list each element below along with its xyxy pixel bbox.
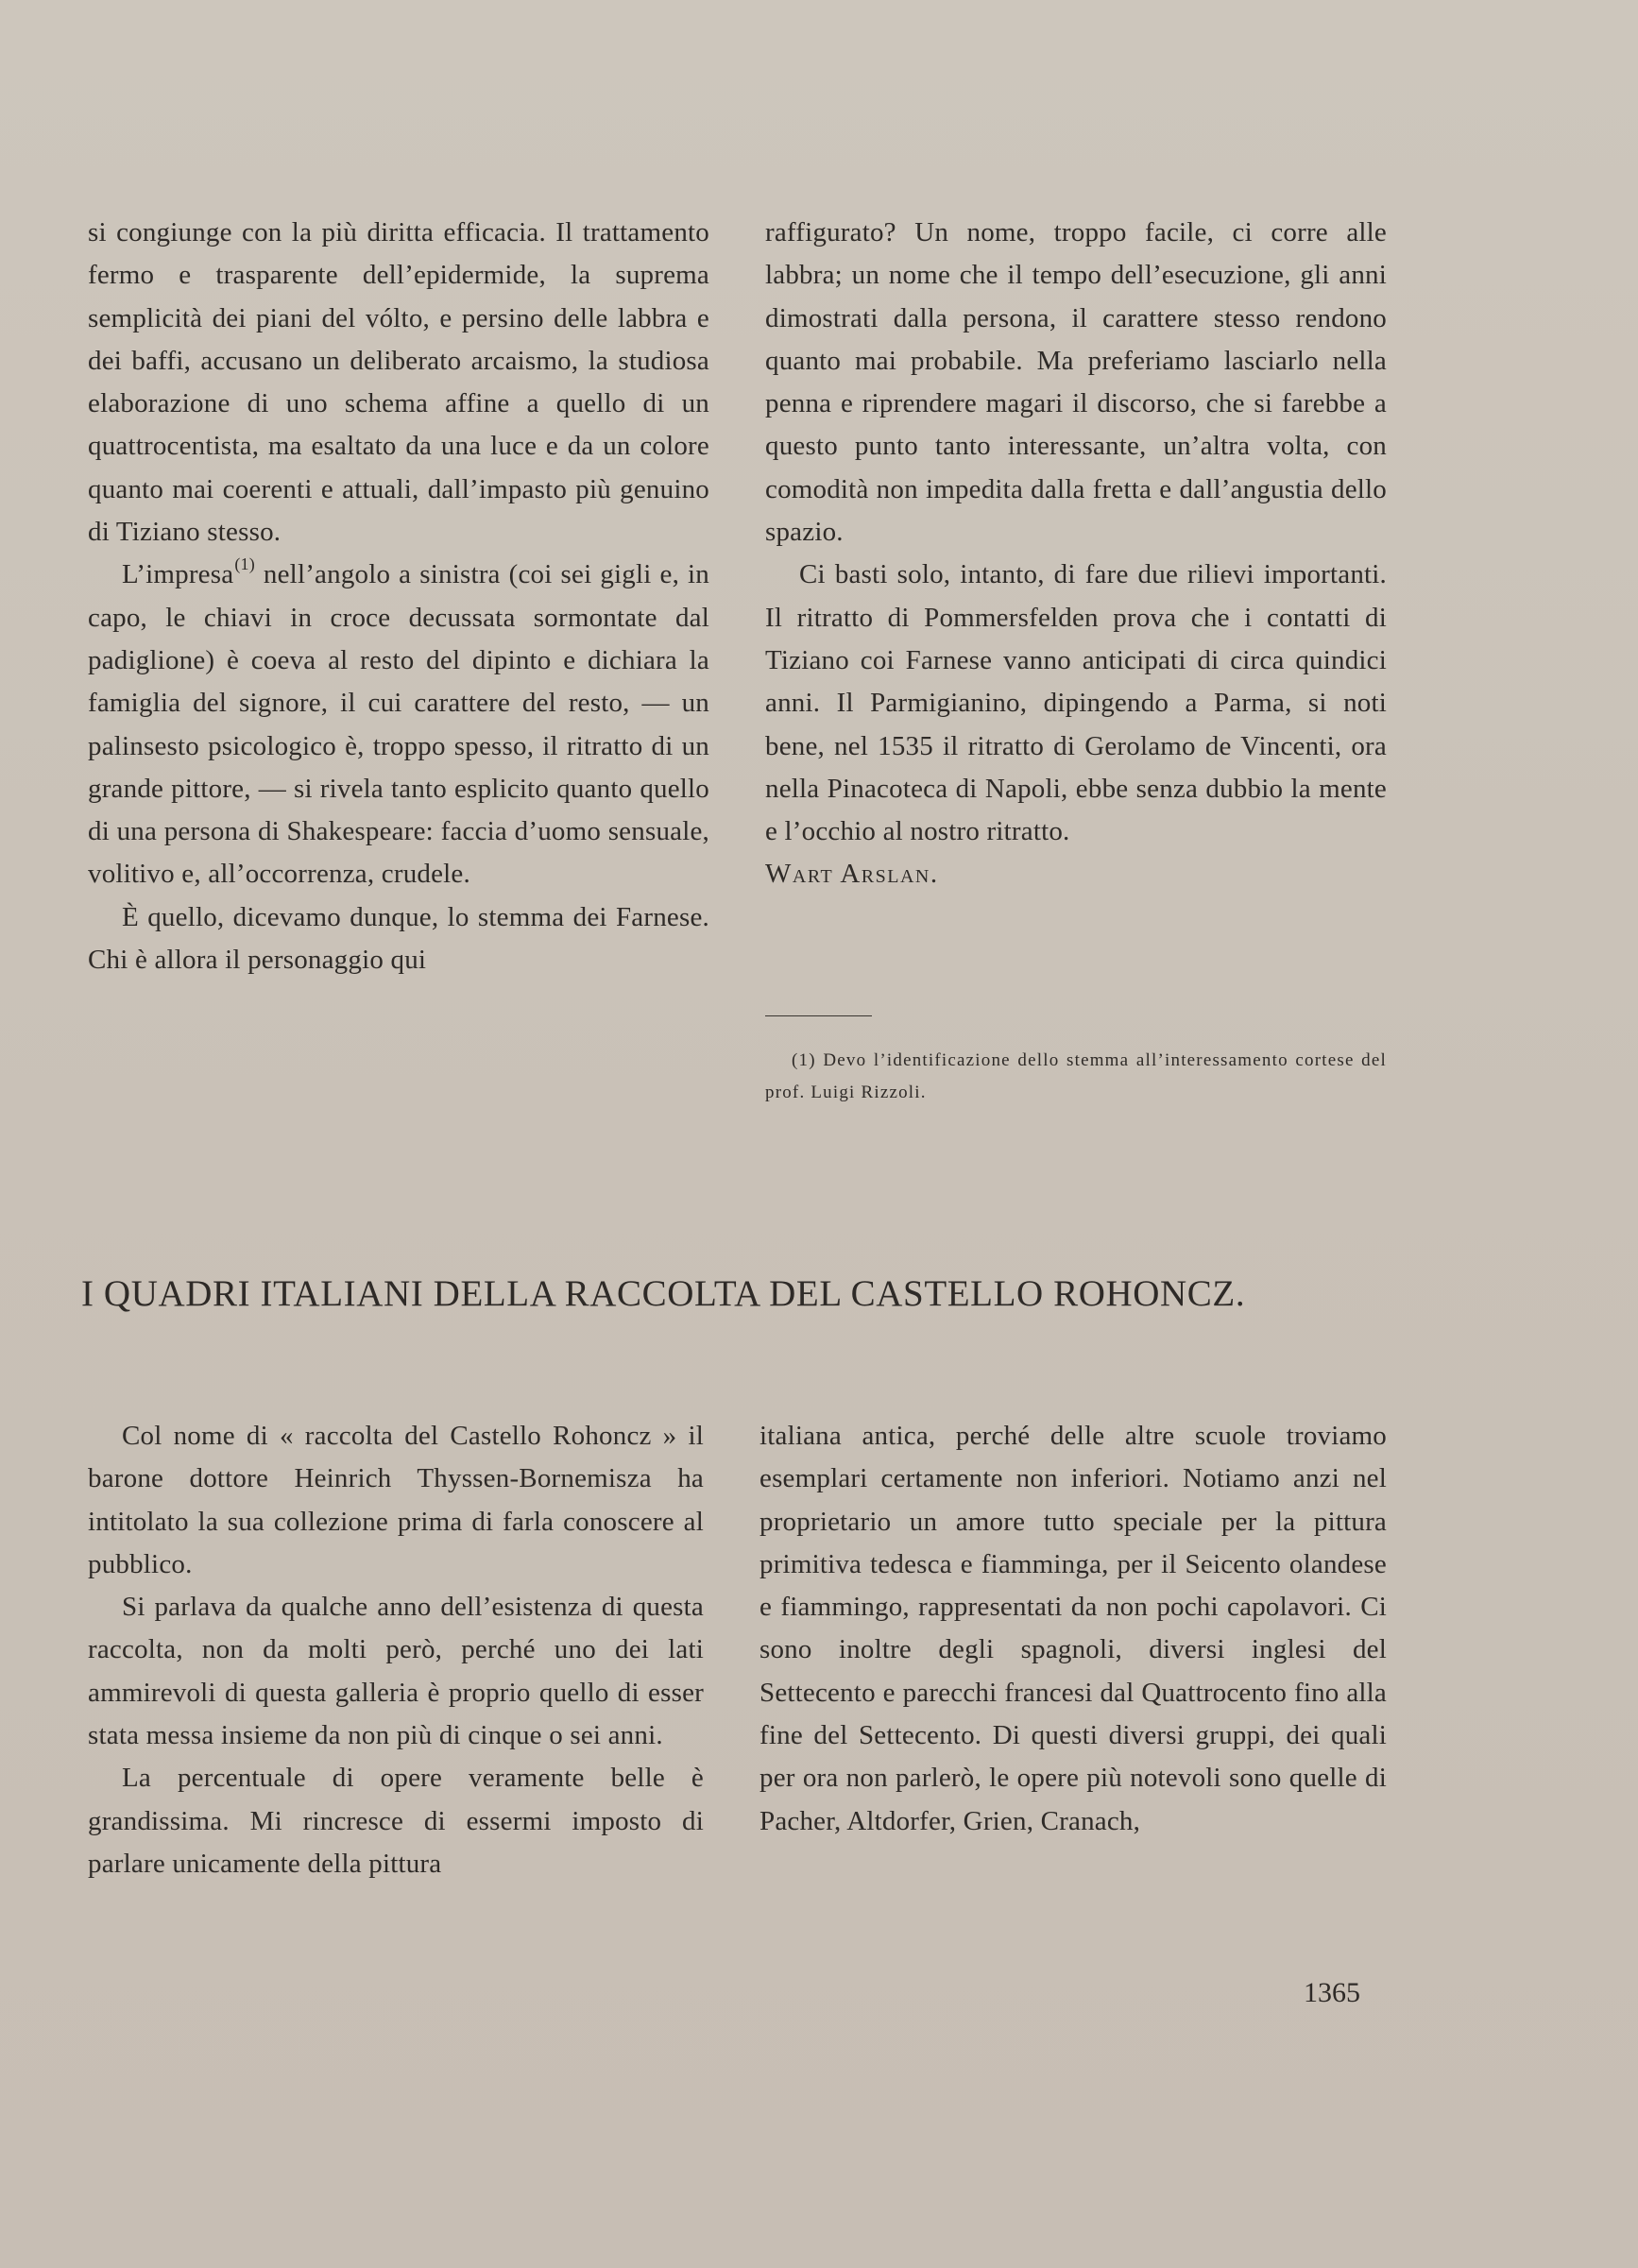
paragraph: Ci basti solo, intanto, di fare due rilievi importanti. Il ritratto di Pommersfelden prova che i contatti di Tiziano coi Farnese vanno anticipati di circa quindici anni. Il Parmigianino, dipingendo a Parma, si noti bene, nel 1535 il ritratto di Gerolamo de Vincenti, ora nella Pinacoteca di Napoli, ebbe senza dubbio la mente e l’occhio al nostro ritratto. [765,559,1387,847]
footnote-reference[interactable]: (1) [234,554,255,574]
footnote-text: (1) Devo l’identificazione dello stemma all’interessamento cortese del prof. Luigi Rizzoli. [765,1050,1387,1102]
paragraph-text: L’impresa [122,559,234,590]
paragraph: Col nome di « raccolta del Castello Rohoncz » il barone dottore Heinrich Thyssen-Bornemisza ha intitolato la sua collezione prima di farla conoscere al pubblico. [88,1421,704,1579]
paragraph: italiana antica, perché delle altre scuole troviamo esemplari certamente non inferiori. Notiamo anzi nel proprietario un amore tutto speciale per la pittura primitiva tedesca e fiamminga, per il Seicento olandese e fiammingo, rappresentati da non pochi capolavori. Ci sono inoltre degli spagnoli, diversi inglesi del Settecento e parecchi francesi dal Quattrocento fino alla fine del Settecento. Di questi diversi gruppi, dei quali per ora non parlerò, le opere più notevoli sono quelle di Pacher, Altdorfer, Grien, Cranach, [759,1421,1387,1836]
article-right-column [759,1415,1387,1843]
article-title: I QUADRI ITALIANI DELLA RACCOLTA DEL CASTELLO ROHONCZ. [81,1273,1246,1314]
footnote-separator [765,1015,872,1016]
paragraph: si congiunge con la più diritta efficacia. Il trattamento fermo e trasparente dell’epidermide, la suprema semplicità dei piani del vólto, e persino delle labbra e dei baffi, accusano un deliberato arcaismo, la studiosa elaborazione di uno schema affine a quello di un quattrocentista, ma esaltato da una luce e da un colore quanto mai coerenti e attuali, dall’impasto più genuino di Tiziano stesso. [88,217,709,548]
paragraph-with-footnote [88,554,709,895]
paragraph: Si parlava da qualche anno dell’esistenza di questa raccolta, non da molti però, perché uno dei lati ammirevoli di questa galleria è proprio quello di esser stata messa insieme da non più di cinque o sei anni. [88,1592,704,1751]
top-right-column [765,212,1387,896]
top-left-column [88,212,709,981]
author-signature: Wart Arslan. [765,859,939,890]
article-left-column [88,1415,704,1885]
footnote [765,1045,1387,1109]
paragraph: È quello, dicevamo dunque, lo stemma dei Farnese. Chi è allora il personaggio qui [88,901,709,976]
page-number: 1365 [1304,1977,1360,2008]
paragraph-text: nell’angolo a sinistra (coi sei gigli e, in capo, le chiavi in croce decussata sormontate dal padiglione) è coeva al resto del dipinto e dichiara la famiglia del signore, il cui carattere del resto, — un palinsesto psicologico è, troppo spesso, il ritratto di un grande pittore, — si rivela tanto esplicito quanto quello di una persona di Shakespeare: faccia d’uomo sensuale, volitivo e, all’occorrenza, crudele. [88,559,709,890]
paragraph: La percentuale di opere veramente belle è grandissima. Mi rincresce di essermi imposto di parlare unicamente della pittura [88,1763,704,1879]
paragraph: raffigurato? Un nome, troppo facile, ci corre alle labbra; un nome che il tempo dell’esecuzione, gli anni dimostrati dalla persona, il carattere stesso rendono quanto mai probabile. Ma preferiamo lasciarlo nella penna e riprendere magari il discorso, che si farebbe a questo punto tanto interessante, un’altra volta, con comodità non impedita dalla fretta e dall’angustia dello spazio. [765,217,1387,548]
